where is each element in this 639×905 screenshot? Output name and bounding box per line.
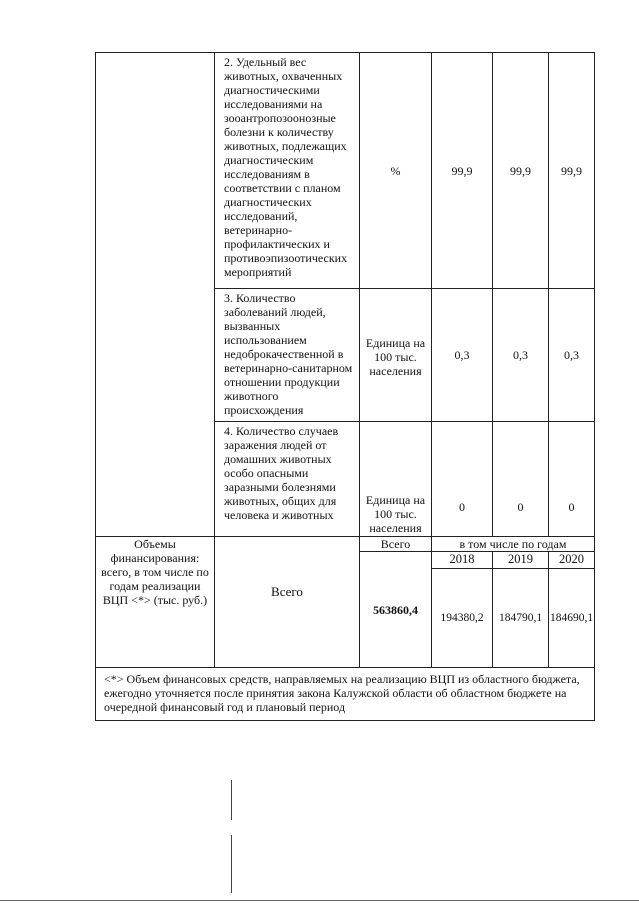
financing-header-row: [96, 537, 595, 552]
scan-artifact-line: [231, 835, 232, 893]
financing-source-cell: [215, 537, 360, 668]
indicator-value-2019: 0: [493, 422, 549, 537]
indicator-value-2019: 0,3: [493, 289, 549, 422]
financing-value-2020: 184690,1: [549, 569, 595, 668]
program-passport-table: [95, 52, 595, 721]
years-header: в том числе по годам: [432, 537, 595, 552]
financing-value-2019: 184790,1: [493, 569, 549, 668]
page-bottom-edge: [0, 900, 639, 901]
indicator-value-2018: 0,3: [432, 289, 493, 422]
year-2019: 2019: [493, 552, 549, 569]
indicator-value-2020: 0,3: [549, 289, 595, 422]
indicator-text-cell: [215, 422, 360, 537]
scan-artifact-line: [231, 780, 232, 820]
indicator-value-2020: 99,9: [549, 53, 595, 289]
footnote-row: [96, 668, 595, 721]
total-header: Всего: [360, 537, 432, 552]
financing-label: Объемы финансирования: всего, в том числе по годам реализации ВЦП <*> (тыс. руб.): [101, 537, 209, 607]
financing-value-2018: 194380,2: [432, 569, 493, 668]
indicator-value-2018: 0: [432, 422, 493, 537]
indicator-value-2019: 99,9: [493, 53, 549, 289]
indicator-value-2020: 0: [549, 422, 595, 537]
indicator-unit: Единица на 100 тыс. населения: [365, 493, 426, 535]
financing-source: Всего: [271, 584, 303, 599]
financing-total: 563860,4: [360, 552, 432, 668]
indicator-value-2018: 99,9: [432, 53, 493, 289]
indicator-text: 2. Удельный вес животных, охваченных диагностическими исследованиями на зооантропозоонозные болезни к количеству животных, подлежащих диагностическим исследованиям в соответствии с планом диагностических исследований, ветеринарно-профилактических и противоэпизоотических мероприятий: [224, 55, 348, 279]
indicator-text-cell: [215, 53, 360, 289]
indicator-row-2: [96, 53, 595, 289]
indicator-text: 4. Количество случаев заражения людей от домашних животных особо опасными заразными болезнями животных, общих для человека и животных: [224, 424, 339, 522]
indicator-text: 3. Количество заболеваний людей, вызванных использованием недоброкачественной в ветеринарно-санитарном отношении продукции животного происхождения: [224, 291, 353, 417]
indicator-text-cell: [215, 289, 360, 422]
indicator-unit-cell: [360, 53, 432, 289]
indicator-unit-cell: [360, 289, 432, 422]
footnote: <*> Объем финансовых средств, направляемых на реализацию ВЦП из областного бюджета, ежегодно уточняется после принятия закона Калужской области об областном бюджете на очередной финансовый год и плановый период: [96, 668, 595, 721]
indicator-unit-cell: [360, 422, 432, 537]
year-2018: 2018: [432, 552, 493, 569]
empty-label-cell: [96, 53, 215, 537]
indicator-unit: Единица на 100 тыс. населения: [365, 336, 426, 378]
year-2020: 2020: [549, 552, 595, 569]
financing-label-cell: [96, 537, 215, 668]
indicator-unit: %: [390, 163, 401, 178]
